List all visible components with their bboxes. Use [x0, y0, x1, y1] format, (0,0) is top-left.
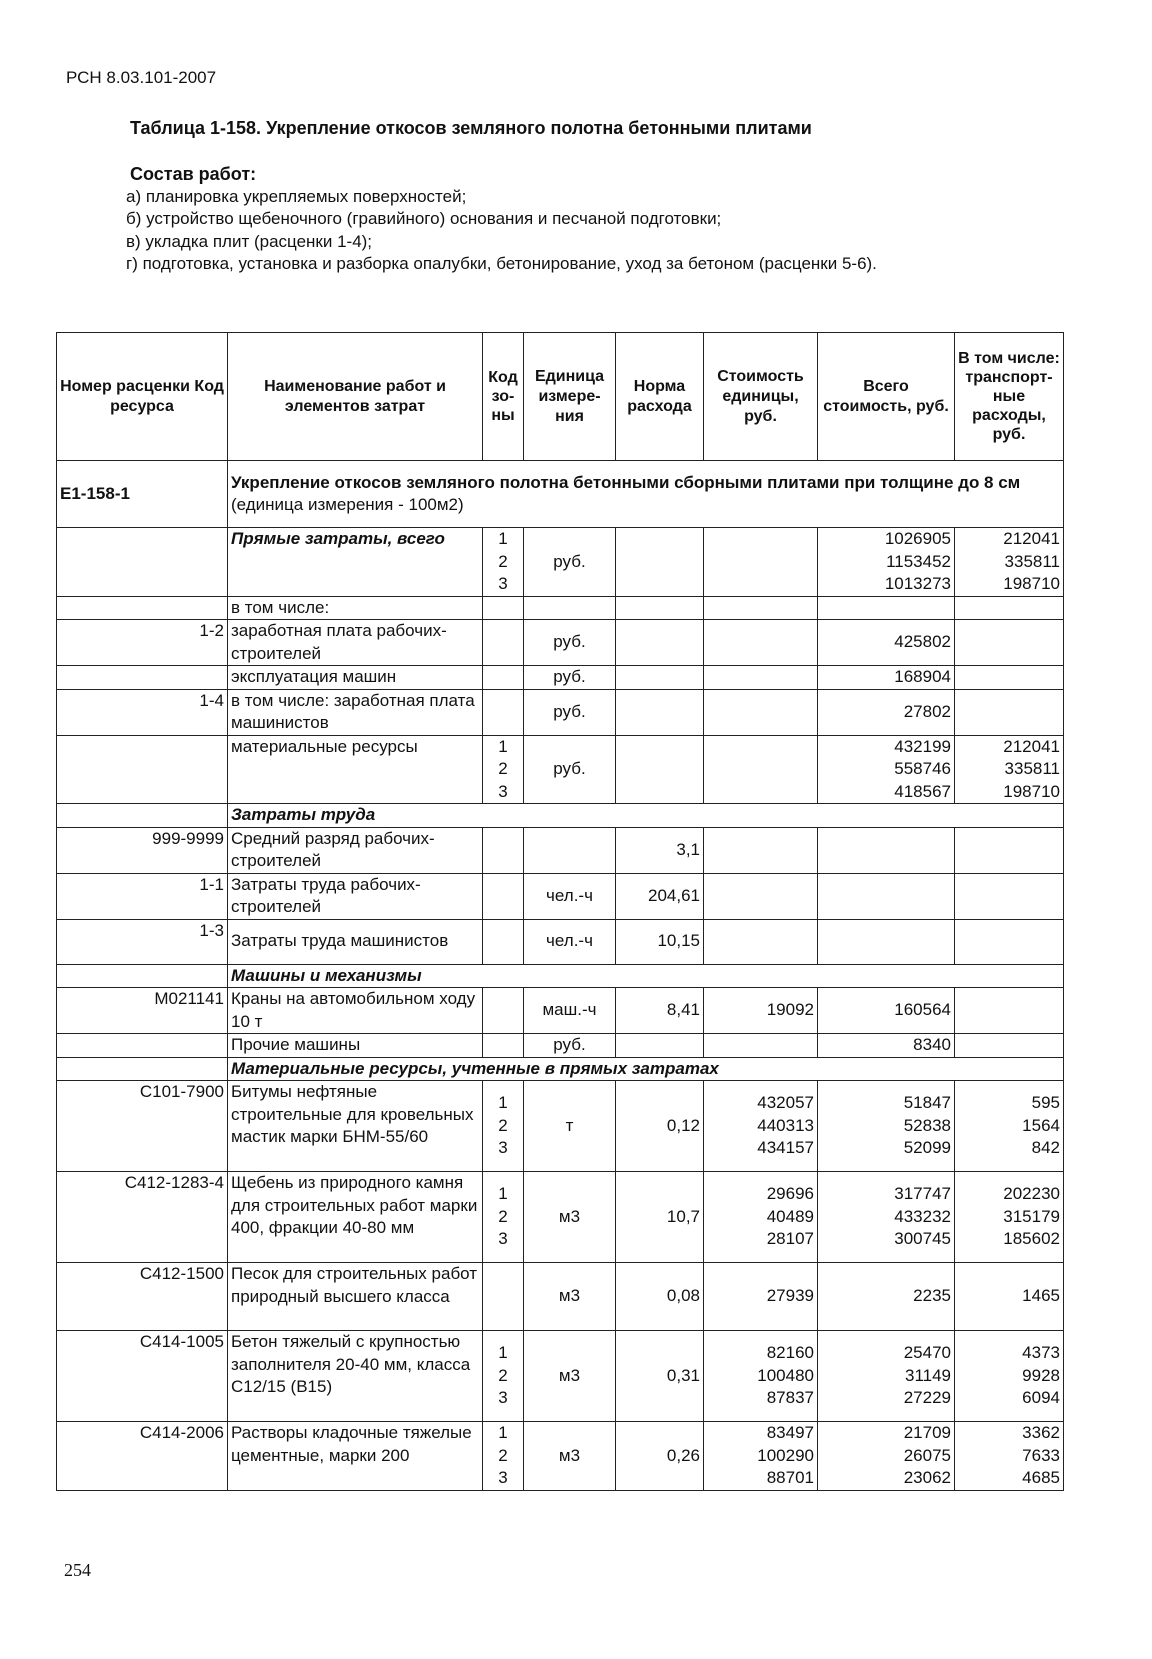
name-cell: Затраты труда рабочих-строителей	[228, 873, 483, 919]
total-cell: 27802	[818, 689, 955, 735]
zone-cell	[483, 919, 524, 964]
zone-cell	[483, 827, 524, 873]
code-cell	[57, 1057, 228, 1081]
zone-cell	[483, 689, 524, 735]
name-cell: Песок для строительных работ природный высшего класса	[228, 1263, 483, 1331]
norm-cell	[616, 528, 704, 597]
total-cell: 8340	[818, 1034, 955, 1058]
code-cell	[57, 1034, 228, 1058]
total-cell: 51847 52838 52099	[818, 1081, 955, 1172]
total-cell: 317747 433232 300745	[818, 1172, 955, 1263]
works-item: г) подготовка, установка и разборка опалубки, бетонирование, уход за бетоном (расценки 5-6).	[126, 254, 877, 273]
works-composition	[126, 163, 877, 276]
zone-cell	[483, 1034, 524, 1058]
price-cell	[704, 919, 818, 964]
transport-cell: 212041 335811 198710	[955, 735, 1064, 804]
total-cell: 160564	[818, 988, 955, 1034]
rate-title-row	[57, 461, 1064, 528]
code-cell: С101-7900	[57, 1081, 228, 1172]
norm-cell: 204,61	[616, 873, 704, 919]
transport-cell	[955, 689, 1064, 735]
code-cell: М021141	[57, 988, 228, 1034]
material-row	[57, 1263, 1064, 1331]
unit-cell: маш.-ч	[524, 988, 616, 1034]
sub-cost-row	[57, 620, 1064, 666]
price-cell: 29696 40489 28107	[704, 1172, 818, 1263]
total-cell: 1026905 1153452 1013273	[818, 528, 955, 597]
direct-costs-row	[57, 528, 1064, 597]
unit-cell: руб.	[524, 666, 616, 690]
price-cell	[704, 827, 818, 873]
transport-cell: 3362 7633 4685	[955, 1422, 1064, 1491]
code-cell	[57, 964, 228, 988]
name-cell: Битумы нефтяные строительные для кровельных мастик марки БНМ-55/60	[228, 1081, 483, 1172]
labor-section-label: Затраты труда	[228, 804, 1064, 828]
total-cell: 425802	[818, 620, 955, 666]
code-cell	[57, 735, 228, 804]
unit-cell: м3	[524, 1422, 616, 1491]
name-cell: заработная плата рабочих-строителей	[228, 620, 483, 666]
zone-cell	[483, 873, 524, 919]
transport-cell: 212041 335811 198710	[955, 528, 1064, 597]
empty-cell	[704, 596, 818, 620]
machines-section	[57, 964, 1064, 988]
materials-section	[57, 1057, 1064, 1081]
material-row	[57, 1081, 1064, 1172]
code-cell: С414-2006	[57, 1422, 228, 1491]
transport-cell	[955, 666, 1064, 690]
labor-row	[57, 827, 1064, 873]
rates-table	[56, 332, 1064, 1491]
norm-cell	[616, 689, 704, 735]
zone-cell	[483, 988, 524, 1034]
price-cell: 83497 100290 88701	[704, 1422, 818, 1491]
code-cell: 1-4	[57, 689, 228, 735]
document-code: РСН 8.03.101-2007	[66, 68, 217, 87]
material-row	[57, 1422, 1064, 1491]
empty-cell	[955, 596, 1064, 620]
norm-cell	[616, 620, 704, 666]
total-cell: 2235	[818, 1263, 955, 1331]
name-cell: Затраты труда машинистов	[228, 919, 483, 964]
col-header-code: Номер расценки Код ресурса	[57, 333, 228, 461]
price-cell: 19092	[704, 988, 818, 1034]
unit-cell: т	[524, 1081, 616, 1172]
works-item: б) устройство щебеночного (гравийного) основания и песчаной подготовки;	[126, 209, 722, 228]
unit-cell: м3	[524, 1172, 616, 1263]
code-cell	[57, 666, 228, 690]
empty-cell	[483, 596, 524, 620]
col-header-total: Всего стоимость, руб.	[818, 333, 955, 461]
norm-cell: 3,1	[616, 827, 704, 873]
machine-row	[57, 1034, 1064, 1058]
name-cell: Растворы кладочные тяжелые цементные, марки 200	[228, 1422, 483, 1491]
norm-cell: 0,31	[616, 1331, 704, 1422]
name-cell: Краны на автомобильном ходу 10 т	[228, 988, 483, 1034]
norm-cell: 8,41	[616, 988, 704, 1034]
name-cell: эксплуатация машин	[228, 666, 483, 690]
unit-cell: м3	[524, 1263, 616, 1331]
code-cell	[57, 596, 228, 620]
zone-cell	[483, 620, 524, 666]
works-item: в) укладка плит (расценки 1-4);	[126, 231, 373, 251]
transport-cell: 4373 9928 6094	[955, 1331, 1064, 1422]
labor-row	[57, 873, 1064, 919]
table-title: Таблица 1-158. Укрепление откосов земляного полотна бетонными плитами	[130, 118, 812, 138]
norm-cell: 0,08	[616, 1263, 704, 1331]
unit-cell: руб.	[524, 689, 616, 735]
col-header-unit: Единица измере-ния	[524, 333, 616, 461]
zone-cell: 1 2 3	[483, 528, 524, 597]
header-row	[57, 333, 1064, 461]
name-cell: материальные ресурсы	[228, 735, 483, 804]
labor-section	[57, 804, 1064, 828]
norm-cell: 0,26	[616, 1422, 704, 1491]
col-header-name: Наименование работ и элементов затрат	[228, 333, 483, 461]
unit-cell: руб.	[524, 528, 616, 597]
col-header-zone: Код зо-ны	[483, 333, 524, 461]
total-cell: 168904	[818, 666, 955, 690]
name-cell: Прочие машины	[228, 1034, 483, 1058]
name-cell: в том числе: заработная плата машинистов	[228, 689, 483, 735]
zone-cell	[483, 1263, 524, 1331]
code-cell	[57, 528, 228, 597]
norm-cell: 0,12	[616, 1081, 704, 1172]
unit-cell: руб.	[524, 735, 616, 804]
code-cell: С412-1283-4	[57, 1172, 228, 1263]
price-cell: 432057 440313 434157	[704, 1081, 818, 1172]
transport-cell	[955, 919, 1064, 964]
col-header-transport: В том числе: транспорт-ные расходы, руб.	[955, 333, 1064, 461]
name-cell: Щебень из природного камня для строительных работ марки 400, фракции 40-80 мм	[228, 1172, 483, 1263]
unit-cell	[524, 827, 616, 873]
price-cell: 82160 100480 87837	[704, 1331, 818, 1422]
price-cell	[704, 735, 818, 804]
total-cell	[818, 873, 955, 919]
material-row	[57, 1331, 1064, 1422]
norm-cell	[616, 735, 704, 804]
transport-cell	[955, 1034, 1064, 1058]
total-cell	[818, 919, 955, 964]
transport-cell: 202230 315179 185602	[955, 1172, 1064, 1263]
code-cell: 1-1	[57, 873, 228, 919]
material-row	[57, 1172, 1064, 1263]
total-cell	[818, 827, 955, 873]
price-cell	[704, 873, 818, 919]
empty-cell	[524, 596, 616, 620]
works-heading: Состав работ:	[130, 164, 257, 184]
col-header-norm: Норма расхода	[616, 333, 704, 461]
transport-cell: 1465	[955, 1263, 1064, 1331]
materials-section-label: Материальные ресурсы, учтенные в прямых затратах	[228, 1057, 1064, 1081]
price-cell	[704, 528, 818, 597]
sub-cost-row	[57, 666, 1064, 690]
machines-section-label: Машины и механизмы	[228, 964, 1064, 988]
code-cell: 1-2	[57, 620, 228, 666]
total-cell: 25470 31149 27229	[818, 1331, 955, 1422]
norm-cell	[616, 666, 704, 690]
zone-cell: 1 2 3	[483, 1331, 524, 1422]
direct-costs-name: Прямые затраты, всего	[228, 528, 483, 597]
transport-cell	[955, 988, 1064, 1034]
unit-cell: м3	[524, 1331, 616, 1422]
zone-cell: 1 2 3	[483, 1172, 524, 1263]
empty-cell	[616, 596, 704, 620]
zone-cell	[483, 666, 524, 690]
machine-row	[57, 988, 1064, 1034]
name-cell: Бетон тяжелый с крупностью заполнителя 20-40 мм, класса С12/15 (В15)	[228, 1331, 483, 1422]
norm-cell: 10,7	[616, 1172, 704, 1263]
zone-cell: 1 2 3	[483, 735, 524, 804]
code-cell: С414-1005	[57, 1331, 228, 1422]
code-cell: С412-1500	[57, 1263, 228, 1331]
works-item: а) планировка укрепляемых поверхностей;	[126, 186, 467, 206]
col-header-price: Стоимость единицы, руб.	[704, 333, 818, 461]
total-cell: 21709 26075 23062	[818, 1422, 955, 1491]
price-cell	[704, 1034, 818, 1058]
including-label: в том числе:	[228, 596, 483, 620]
zone-cell: 1 2 3	[483, 1422, 524, 1491]
transport-cell	[955, 827, 1064, 873]
unit-cell: чел.-ч	[524, 873, 616, 919]
name-cell: Средний разряд рабочих-строителей	[228, 827, 483, 873]
rate-code: Е1-158-1	[57, 461, 228, 528]
norm-cell: 10,15	[616, 919, 704, 964]
price-cell	[704, 620, 818, 666]
page-number: 254	[64, 1560, 91, 1580]
zone-cell: 1 2 3	[483, 1081, 524, 1172]
price-cell	[704, 689, 818, 735]
norm-cell	[616, 1034, 704, 1058]
code-cell	[57, 804, 228, 828]
price-cell: 27939	[704, 1263, 818, 1331]
rate-title: Укрепление откосов земляного полотна бетонными сборными плитами при толщине до 8 см (единица измерения - 100м2)	[228, 461, 1064, 528]
labor-row	[57, 919, 1064, 964]
transport-cell: 595 1564 842	[955, 1081, 1064, 1172]
empty-cell	[818, 596, 955, 620]
price-cell	[704, 666, 818, 690]
code-cell: 999-9999	[57, 827, 228, 873]
sub-cost-row	[57, 689, 1064, 735]
unit-cell: руб.	[524, 1034, 616, 1058]
transport-cell	[955, 620, 1064, 666]
code-cell: 1-3	[57, 919, 228, 964]
including-row	[57, 596, 1064, 620]
total-cell: 432199 558746 418567	[818, 735, 955, 804]
transport-cell	[955, 873, 1064, 919]
unit-cell: руб.	[524, 620, 616, 666]
materials-total-row	[57, 735, 1064, 804]
unit-cell: чел.-ч	[524, 919, 616, 964]
